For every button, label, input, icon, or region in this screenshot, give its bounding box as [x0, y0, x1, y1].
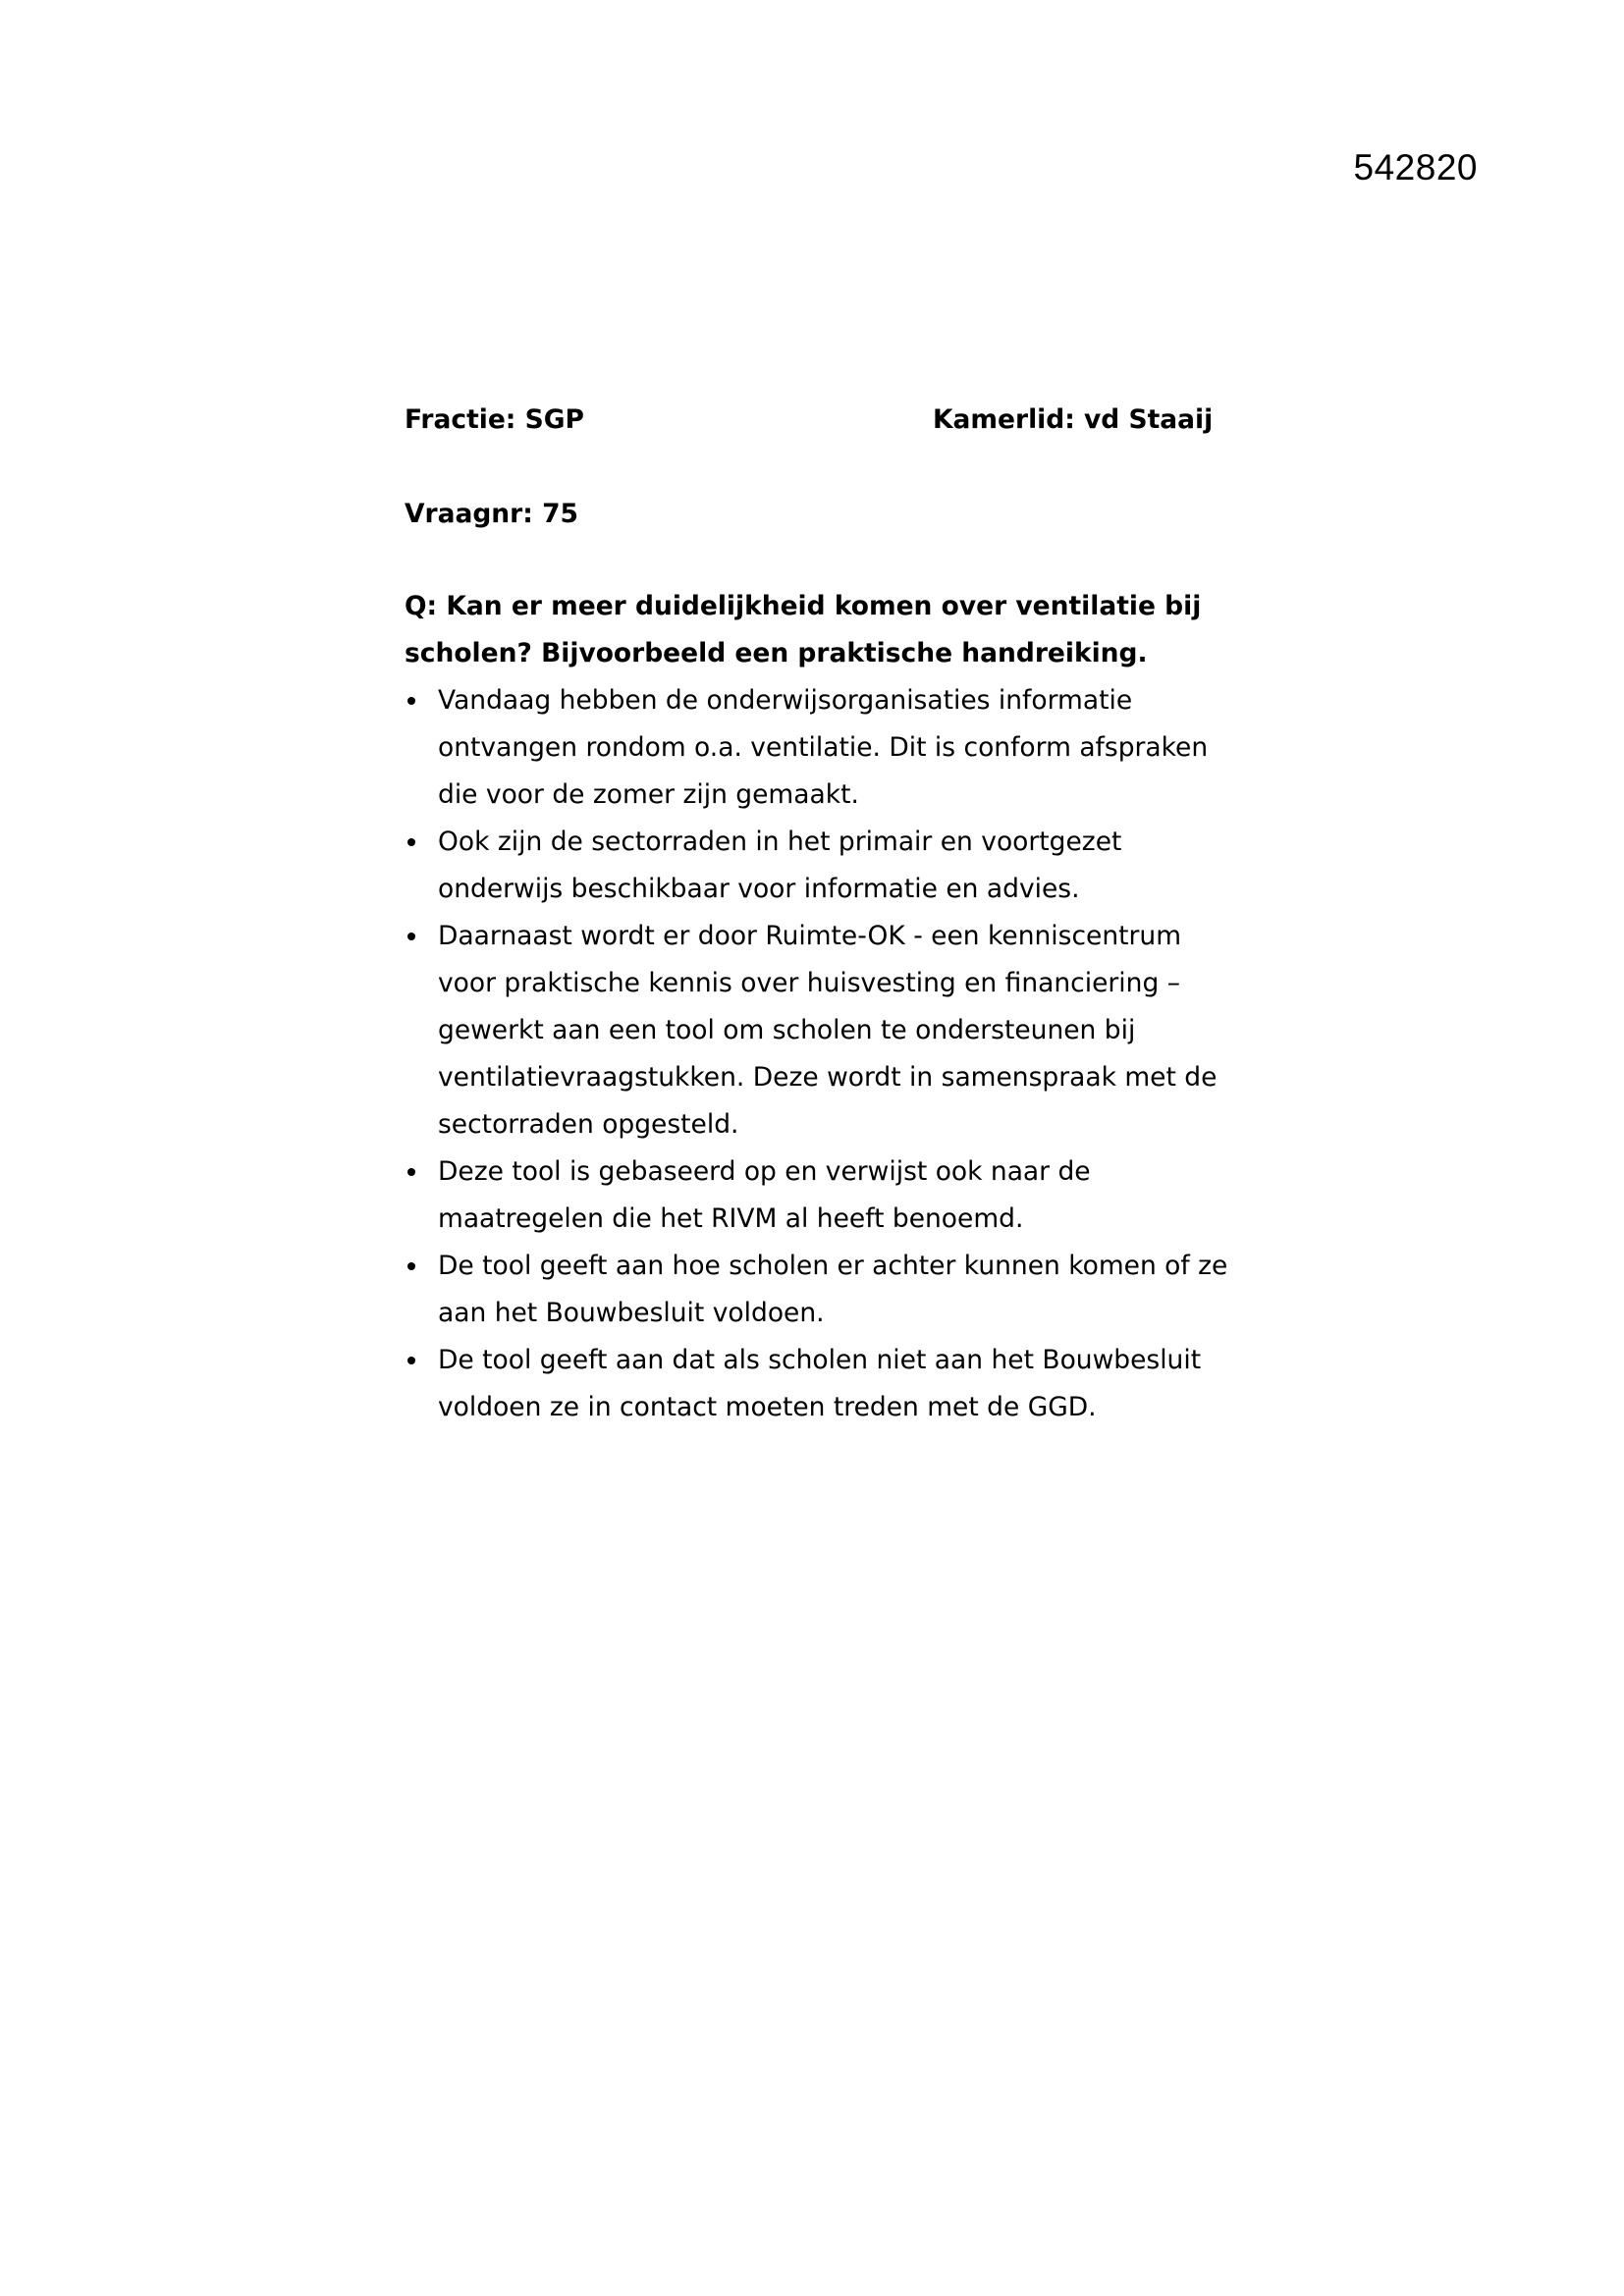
answer-text: De tool geeft aan hoe scholen er achter kunnen komen of ze aan het Bouwbesluit voldoen.: [438, 1251, 1228, 1328]
question-text: Q: Kan er meer duidelijkheid komen over ventilatie bij scholen? Bijvoorbeeld een praktische handreiking.: [405, 591, 1202, 668]
answer-text: De tool geeft aan dat als scholen niet aan het Bouwbesluit voldoen ze in contact moeten treden met de GGD.: [438, 1345, 1202, 1422]
answer-item: [405, 913, 1243, 1148]
question-number: Vraagnr: 75: [405, 499, 578, 529]
answer-item: [405, 1243, 1243, 1337]
answer-text: Vandaag hebben de onderwijsorganisaties informatie ontvangen rondom o.a. ventilatie. Dit is conform afspraken die voor de zomer zijn gemaakt.: [438, 685, 1209, 810]
answer-item: [405, 819, 1243, 913]
fractie-label: Fractie: SGP: [405, 404, 584, 435]
answer-item: [405, 1337, 1243, 1431]
document-number: 542820: [1353, 147, 1478, 187]
answer-text: Daarnaast wordt er door Ruimte-OK - een kenniscentrum voor praktische kennis over huisvesting en financiering – gewerkt aan een tool om scholen te ondersteunen bij ventilatievraagstukken. Deze wordt in samenspraak met de sectorraden opgesteld.: [438, 921, 1218, 1140]
answer-item: [405, 677, 1243, 819]
kamerlid-label: Kamerlid: vd Staaij: [933, 404, 1214, 435]
answer-text: Ook zijn de sectorraden in het primair en voortgezet onderwijs beschikbaar voor informatie en advies.: [438, 827, 1122, 904]
answer-item: [405, 1148, 1243, 1243]
meta-row: [405, 397, 1239, 444]
answer-text: Deze tool is gebaseerd op en verwijst ook naar de maatregelen die het RIVM al heeft benoemd.: [438, 1156, 1091, 1234]
answer-list: [405, 677, 1239, 1431]
document-body: [405, 397, 1239, 1431]
